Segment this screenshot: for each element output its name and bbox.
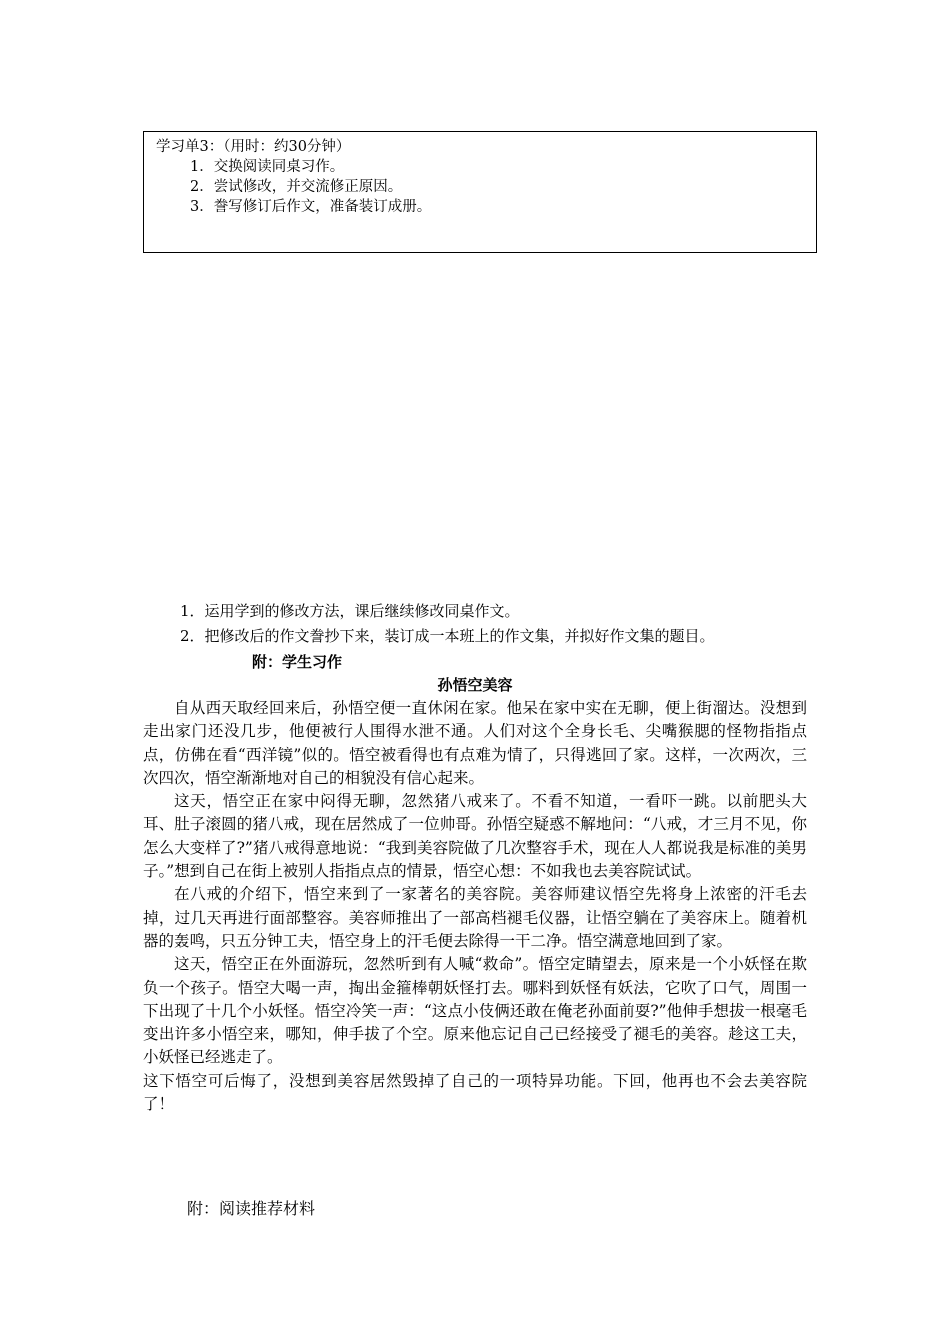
worksheet-item: 2．尝试修改，并交流修正原因。: [190, 179, 403, 195]
homework-item: 1．运用学到的修改方法，课后继续修改同桌作文。: [180, 602, 520, 620]
essay-title: 孙悟空美容: [437, 676, 513, 694]
essay-paragraph: 这天，悟空正在家中闷得无聊，忽然猪八戒来了。不看不知道，一看吓一跳。以前肥头大耳、肚子滚圆的猪八戒，现在居然成了一位帅哥。孙悟空疑惑不解地问：“八戒，才三月不见，你怎么大变样了?”猪八戒得意地说：“我到美容院做了几次整容手术，现在人人都说我是标准的美男子。”想到自己在街上被别人指指点点的情景，悟空心想：不如我也去美容院试试。: [143, 792, 807, 881]
reading-heading: 附：阅读推荐材料: [187, 1199, 316, 1218]
worksheet-item: 1．交换阅读同桌习作。: [190, 159, 345, 175]
homework-item: 2．把修改后的作文誊抄下来，装订成一本班上的作文集，并拟好作文集的题目。: [180, 627, 715, 645]
essay-paragraph: 这天，悟空正在外面游玩，忽然听到有人喊“救命”。悟空定睛望去，原来是一个小妖怪在欺负一个孩子。悟空大喝一声，掏出金箍棒朝妖怪打去。哪料到妖怪有妖法，它吹了口气，周围一下出现了十几个小妖怪。悟空冷笑一声：“这点小伎俩还敢在俺老孙面前耍?”他伸手想拔一根毫毛变出许多小悟空来，哪知，伸手拔了个空。原来他忘记自己已经接受了褪毛的美容。趁这工夫，小妖怪已经逃走了。: [143, 955, 807, 1067]
essay-paragraph: 这下悟空可后悔了，没想到美容居然毁掉了自己的一项特异功能。下回，他再也不会去美容院了！: [143, 1071, 807, 1114]
essay-paragraph: 在八戒的介绍下，悟空来到了一家著名的美容院。美容师建议悟空先将身上浓密的汗毛去掉，过几天再进行面部整容。美容师推出了一部高档褪毛仪器，让悟空躺在了美容床上。随着机器的轰鸣，只五分钟工夫，悟空身上的汗毛便去除得一干二净。悟空满意地回到了家。: [143, 885, 807, 950]
worksheet-box: [143, 131, 817, 253]
essay-body: [143, 697, 807, 1116]
essay-paragraph: 自从西天取经回来后，孙悟空便一直休闲在家。他呆在家中实在无聊，便上街溜达。没想到走出家门还没几步，他便被行人围得水泄不通。人们对这个全身长毛、尖嘴猴腮的怪物指指点点，仿佛在看“西洋镜”似的。悟空被看得也有点难为情了，只得逃回了家。这样，一次两次，三次四次，悟空渐渐地对自己的相貌没有信心起来。: [143, 699, 807, 787]
worksheet-item: 3．誊写修订后作文，准备装订成册。: [190, 199, 432, 215]
worksheet-title: 学习单3：（用时：约30分钟）: [156, 139, 351, 155]
appendix-heading: 附：学生习作: [252, 653, 343, 671]
